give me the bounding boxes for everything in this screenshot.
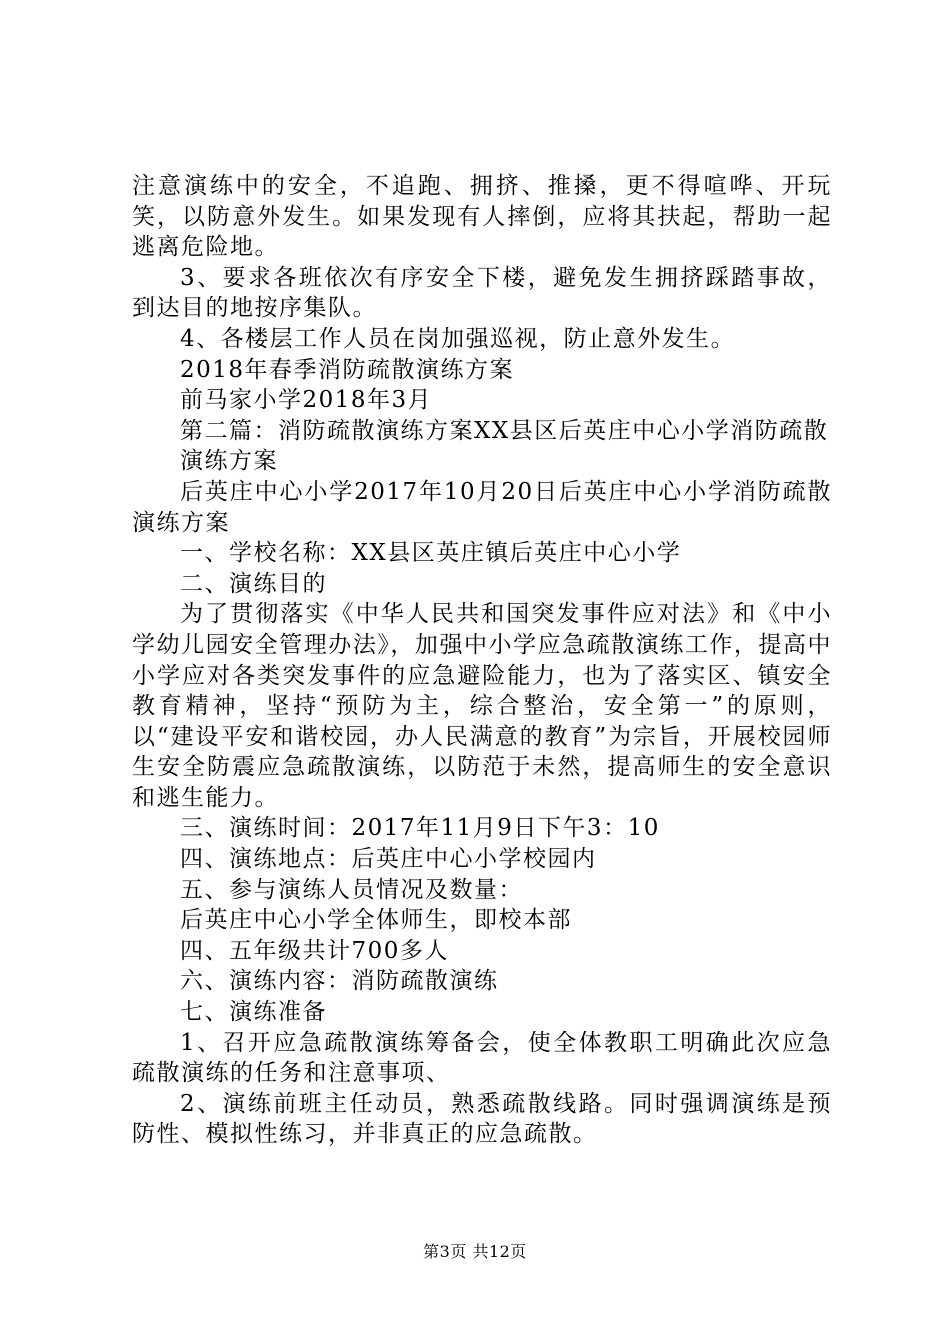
paragraph: 1、召开应急疏散演练筹备会，使全体教职工明确此次应急疏散演练的任务和注意事项、	[132, 1029, 832, 1087]
paragraph: 四、演练地点：后英庄中心小学校园内	[180, 846, 597, 873]
paragraph: 4、各楼层工作人员在岗加强巡视，防止意外发生。	[180, 325, 736, 352]
paragraph: 前马家小学2018年3月	[180, 387, 433, 414]
paragraph: 为了贯彻落实《中华人民共和国突发事件应对法》和《中小学幼儿园安全管理办法》，加强中小学应急疏散演练工作，提高中小学应对各类突发事件的应急避险能力，也为了落实区、镇安全教育精神，坚持“预防为主，综合整治，安全第一”的原则，以“建设平安和谐校园，办人民满意的教育”为宗旨，开展校园师生安全防震应急疏散演练，以防范于未然，提高师生的安全意识和逃生能力。	[132, 601, 832, 811]
paragraph: 2018年春季消防疏散演练方案	[180, 356, 515, 383]
paragraph: 后英庄中心小学2017年10月20日后英庄中心小学消防疏散演练方案	[132, 478, 832, 536]
paragraph: 六、演练内容：消防疏散演练	[180, 968, 499, 995]
paragraph: 演练方案	[180, 448, 278, 475]
paragraph: 2、演练前班主任动员，熟悉疏散线路。同时强调演练是预防性、模拟性练习，并非真正的应急疏散。	[132, 1090, 832, 1148]
paragraph: 3、要求各班依次有序安全下楼，避免发生拥挤踩踏事故，到达目的地按序集队。	[132, 264, 832, 322]
paragraph: 七、演练准备	[180, 999, 327, 1026]
paragraph: 后英庄中心小学全体师生，即校本部	[180, 907, 572, 934]
paragraph: 注意演练中的安全，不追跑、拥挤、推搡，更不得喧哗、开玩笑，以防意外发生。如果发现有人摔倒，应将其扶起，帮助一起逃离危险地。	[132, 173, 832, 261]
paragraph: 二、演练目的	[180, 570, 327, 597]
paragraph: 三、演练时间：2017年11月9日下午3：10	[180, 815, 660, 842]
paragraph: 第二篇：消防疏散演练方案XX县区后英庄中心小学消防疏散	[180, 417, 829, 444]
page-footer: 第3页 共12页	[423, 1242, 527, 1261]
paragraph: 一、学校名称：XX县区英庄镇后英庄中心小学	[180, 540, 682, 567]
paragraph: 四、五年级共计700多人	[180, 937, 449, 964]
paragraph: 五、参与演练人员情况及数量：	[180, 876, 523, 903]
document-body	[132, 171, 832, 1150]
